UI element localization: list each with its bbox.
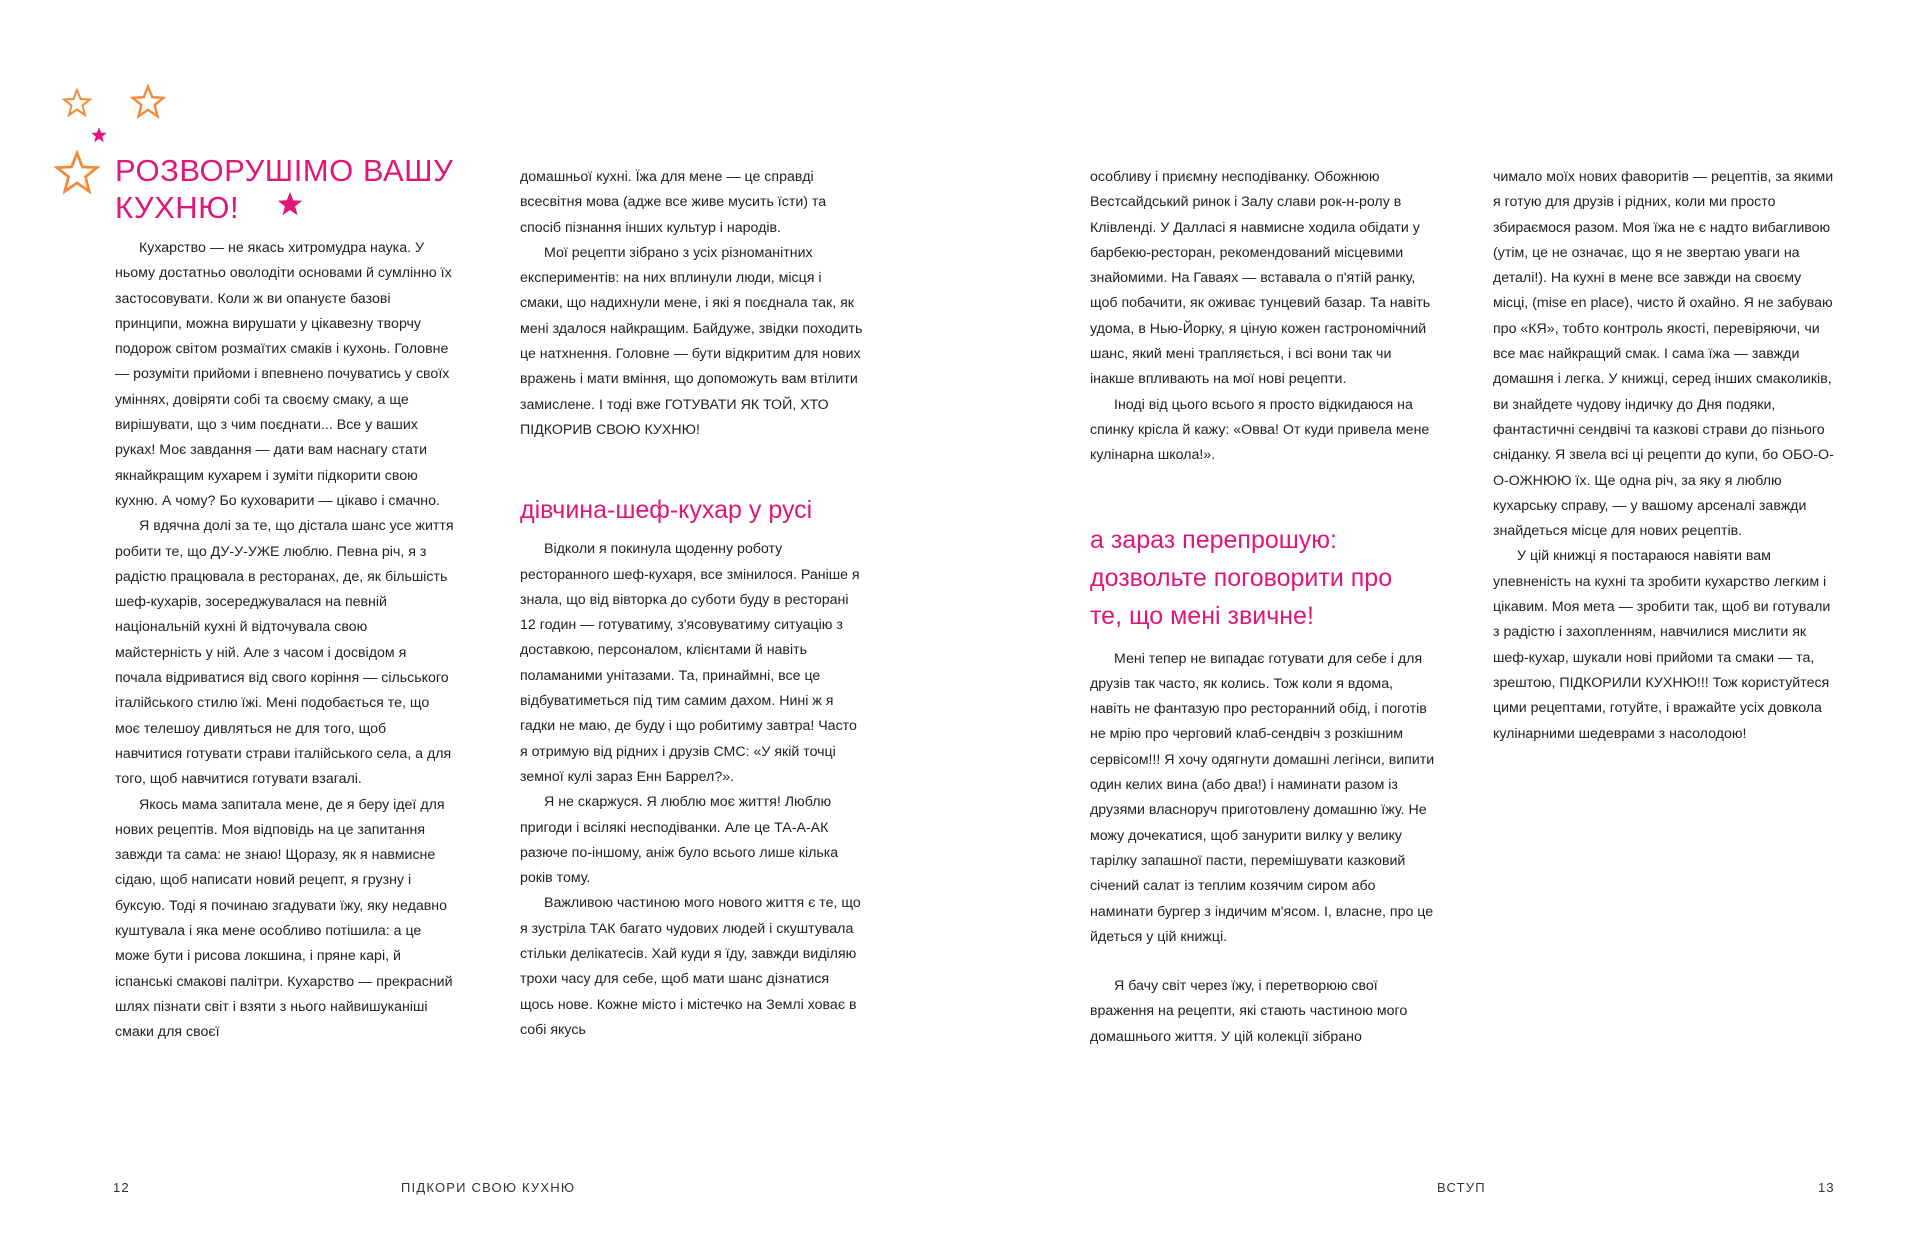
star-filled-icon <box>90 126 108 144</box>
running-head-left: ПІДКОРИ СВОЮ КУХНЮ <box>401 1180 576 1195</box>
paragraph: Кухарство — не якась хитромудра наука. У ньому достатньо оволодіти основами й сумлінно їх застосовувати. Коли ж ви опануєте базові принципи, можна вирушати у цікавезну творчу подорож світом розмаїтих смаків і кухонь. Головне — розуміти прийоми і впевнено почуватись у своїх уміннях, довіряти собі та своєму смаку, а ще вирішувати, що з чим поєднати... Все у ваших руках! Моє завдання — дати вам наснагу стати якнайкращим кухарем і зуміти підкорити свою кухню. А чому? Бо куховарити — цікаво і смачно. <box>115 240 452 509</box>
star-outline-icon <box>130 84 166 120</box>
right-column-1 <box>1090 165 1435 1050</box>
star-outline-icon <box>54 150 100 196</box>
section-heading: дівчина-шеф-кухар у русі <box>520 496 813 525</box>
paragraph: Я вдячна долі за те, що дістала шанс усе життя робити те, що ДУ-У-УЖЕ люблю. Певна річ, я з радістю працювала в ресторанах, де, як більшість шеф-кухарів, зосереджувалася на певній національній кухні й відточувала свою майстерність у ній. Але з часом і досвідом я почала відриватися від свого коріння — сільського італійського стилю їжі. Мені подобається те, що моє телешоу дивляться не для того, щоб навчитися готувати страви італійського села, а для того, щоб навчитися готувати взагалі. <box>115 518 454 788</box>
paragraph: чимало моїх нових фаворитів — рецептів, за якими я готую для друзів і рідних, коли ми просто збираємося разом. Моя їжа не є надто вибагливою (утім, це не означає, що я не звертаю уваги на деталі!). На кухні в мене все завжди на своєму місці, (mise en place), чисто й охайно. Я не забуваю про «КЯ», тобто контроль якості, перевіряючи, чи все має найкращий смак. І сама їжа — завжди домашня і легка. У книжці, серед інших смаколиків, ви знайдете чудову індичку до Дня подяки, фантастичні сендвічі та казкові страви до пізнього сніданку. Я звела всі ці рецепти до купи, бо ОБО-О-О-ОЖНЮЮ їх. Ще одна річ, за яку я люблю кухарську справу, — у вашому арсеналі завжди знайдеться місце для нових рецептів. <box>1493 169 1834 540</box>
paragraph: Якось мама запитала мене, де я беру ідеї для нових рецептів. Моя відповідь на це запитання завжди та сама: не знаю! Щоразу, як я навмисне сідаю, щоб написати новий рецепт, я грузну і буксую. Тоді я починаю згадувати їжу, яку недавно куштувала і яка мене особливо потішила: а це може бути і рисова локшина, і пряне карі, й іспанські смакові палітри. Кухарство — прекрасний шлях пізнати світ і взяти з нього найвишуканіші смаки для своєї <box>115 796 453 1041</box>
section-heading: а зараз перепрошую: дозвольте поговорити про те, що мені звичне! <box>1090 525 1393 630</box>
chapter-title-line2: КУХНЮ! <box>115 190 240 225</box>
paragraph: Мої рецепти зібрано з усіх різноманітних експериментів: на них вплинули люди, місця і смаки, що надихнули мене, і які я поєднала так, як мені здалося найкращим. Байдуже, звідки походить це натхнення. Головне — бути відкритим для нових вражень і мати вміння, що допоможуть вам втілити замислене. І тоді вже ГОТУВАТИ ЯК ТОЙ, ХТО ПІДКОРИВ СВОЮ КУХНЮ! <box>520 244 863 438</box>
paragraph: Іноді від цього всього я просто відкидаюся на спинку крісла й кажу: «Овва! От куди привела мене кулінарна школа!». <box>1090 396 1430 464</box>
left-column-2 <box>520 165 865 1043</box>
paragraph: особливу і приємну несподіванку. Обожнюю Вестсайдський ринок і Залу слави рок-н-ролу в Клівленді. У Далласі я навмисне ходила обідати у барбекю-ресторан, рекомендований місцевими знайомими. На Гаваях — вставала о п'ятій ранку, щоб побачити, як оживає тунцевий базар. Та навіть удома, в Нью-Йорку, я ціную кожен гастрономічний шанс, який мені трапляється, і всі вони так чи інакше впливають на мої нові рецепти. <box>1090 169 1431 388</box>
left-column-1 <box>115 152 455 1046</box>
paragraph: Я не скаржуся. Я люблю моє життя! Люблю пригоди і всілякі несподіванки. Але це ТА-А-АК разюче по-іншому, аніж було всього лише кілька років тому. <box>520 794 839 887</box>
paragraph: домашньої кухні. Їжа для мене — це справді всесвітня мова (адже все живе мусить їсти) та спосіб пізнання інших культур і народів. <box>520 169 827 236</box>
chapter-title <box>115 152 455 226</box>
page-number-right: 13 <box>1818 1180 1835 1195</box>
star-outline-icon <box>62 88 92 118</box>
paragraph: Відколи я покинула щоденну роботу ресторанного шеф-кухаря, все змінилося. Раніше я знала, що від вівторка до суботи буду в ресторані 12 годин — готуватиму, з'ясовуватиму ситуацію з доставкою, персоналом, клієнтами й навіть поламаними унітазами. Та, принаймні, все це відбуватиметься під тим самим дахом. Нині ж я гадки не маю, де буду і що робитиму завтра! Часто я отримую від рідних і друзів СМС: «У якій точці земної кулі зараз Енн Баррел?». <box>520 541 860 785</box>
right-column-2 <box>1493 165 1838 747</box>
paragraph: Важливою частиною мого нового життя є те, що я зустріла ТАК багато чудових людей і скуштувала стільки делікатесів. Хай куди я їду, завжди виділяю трохи часу для себе, щоб мати шанс дізнатися щось нове. Кожне місто і містечко на Землі ховає в собі якусь <box>520 895 861 1038</box>
paragraph: У цій книжці я постараюся навіяти вам упевненість на кухні та зробити кухарство легким і цікавим. Моя мета — зробити так, щоб ви готували з радістю і захопленням, навчилися мислити як шеф-кухар, шукали нові прийоми та смаки — та, зрештою, ПІДКОРИЛИ КУХНЮ!!! Тож користуйтеся цими рецептами, готуйте, і вражайте усіх довкола кулінарними шедеврами з насолодою! <box>1493 548 1831 742</box>
running-head-right: ВСТУП <box>1437 1180 1486 1195</box>
paragraph: Мені тепер не випадає готувати для себе і для друзів так часто, як колись. Тож коли я вдома, навіть не фантазую про ресторанний обід, і поготів не мрію про черговий клаб-сендвіч з розкішним сервісом!!! Я хочу одягнути домашні легінси, випити один келих вина (або два!) і наминати разом із друзями власноруч приготовлену домашню їжу. Не можу дочекатися, щоб занурити вилку у велику тарілку запашної пасти, перемішувати казковий січений салат із теплим козячим сиром або наминати бургер з індичим м'ясом. І, власне, про це йдеться у цій книжці. <box>1090 650 1435 945</box>
chapter-title-line1: РОЗВОРУШІМО ВАШУ <box>115 153 454 188</box>
page-number-left: 12 <box>113 1180 130 1195</box>
paragraph: Я бачу світ через їжу, і перетворюю свої враження на рецепти, які стають частиною мого домашнього життя. У цій колекції зібрано <box>1090 978 1408 1045</box>
